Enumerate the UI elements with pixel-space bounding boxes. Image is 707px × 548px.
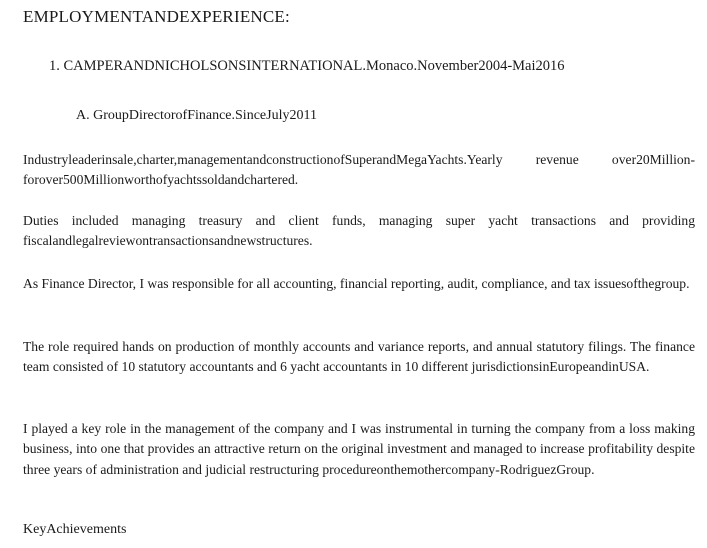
section-title: EMPLOYMENTANDEXPERIENCE: [23, 7, 290, 26]
employer-number: 1. [49, 58, 60, 74]
role-entry [76, 108, 317, 124]
key-role-paragraph: I played a key role in the management of the company and I was instrumental in turning the company from a loss making business, into one that provides an attractive return on the original investment and managed to increase profitability despite three years of administration and judicial restructuring procedureonthemothercompany-RodriguezGroup. [23, 421, 695, 477]
key-achievements-heading: KeyAchievements [23, 522, 127, 537]
responsibilities-paragraph: As Finance Director, I was responsible for all accounting, financial reporting, audit, compliance, and tax issuesofthegroup. [23, 276, 690, 291]
employer-text: CAMPERANDNICHOLSONSINTERNATIONAL.Monaco.November2004-Mai2016 [63, 58, 565, 74]
duties-paragraph: Duties included managing treasury and client funds, managing super yacht transactions and providing fiscalandlegalreviewontransactionsandnewstructures. [23, 213, 695, 249]
company-description-paragraph: Industryleaderinsale,charter,managementandconstructionofSuperandMegaYachts.Yearly revenue over20Million-forover500Millionworthofyachtssoldandchartered. [23, 152, 695, 188]
role-requirements-paragraph: The role required hands on production of monthly accounts and variance reports, and annual statutory filings. The finance team consisted of 10 statutory accountants and 6 yacht accountants in 10 different jurisdictionsinEuropeandinUSA. [23, 339, 695, 375]
role-letter: A. [76, 108, 90, 123]
employer-entry [49, 58, 565, 75]
role-text: GroupDirectorofFinance.SinceJuly2011 [93, 108, 317, 123]
